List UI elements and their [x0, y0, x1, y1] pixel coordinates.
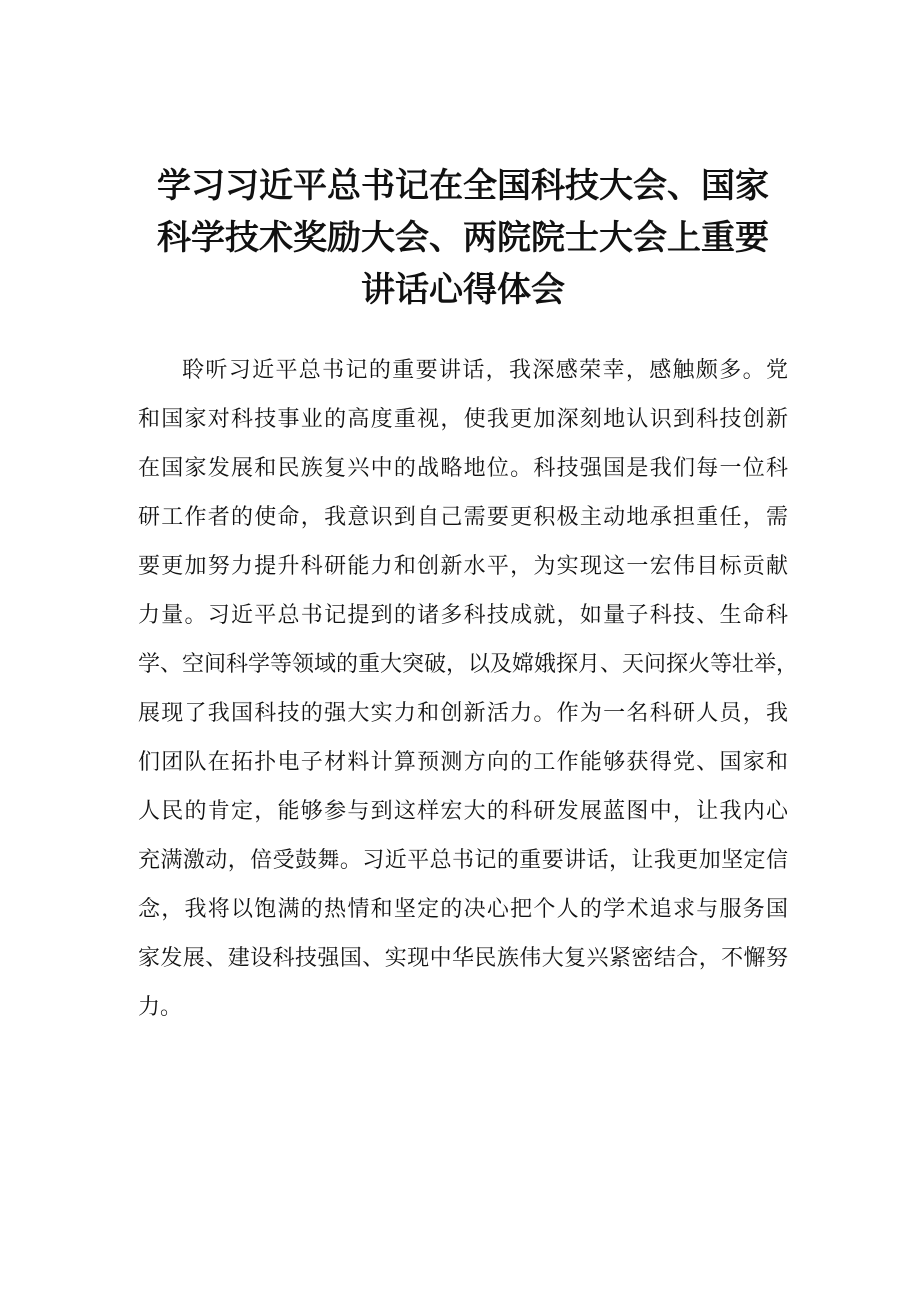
body-line: 要更加努力提升科研能力和创新水平，为实现这一宏伟目标贡献	[138, 554, 788, 579]
title-line: 讲话心得体会	[361, 270, 565, 310]
body-line: 在国家发展和民族复兴中的战略地位。科技强国是我们每一位科	[138, 456, 788, 481]
body-line: 研工作者的使命，我意识到自己需要更积极主动地承担重任，需	[138, 505, 788, 530]
body-line: 人民的肯定，能够参与到这样宏大的科研发展蓝图中，让我内心	[138, 799, 788, 824]
body-line: 聆听习近平总书记的重要讲话，我深感荣幸，感触颇多。党	[182, 358, 788, 383]
body-line: 力量。习近平总书记提到的诸多科技成就，如量子科技、生命科	[138, 603, 788, 628]
title-line: 科学技术奖励大会、两院院士大会上重要	[157, 218, 769, 258]
body-line: 学、空间科学等领域的重大突破，以及嫦娥探月、天问探火等壮举，	[138, 652, 799, 677]
body-line: 和国家对科技事业的高度重视，使我更加深刻地认识到科技创新	[138, 407, 788, 432]
body-line: 展现了我国科技的强大实力和创新活力。作为一名科研人员，我	[138, 701, 788, 726]
body-line: 家发展、建设科技强国、实现中华民族伟大复兴紧密结合，不懈努	[138, 946, 788, 971]
body-line: 们团队在拓扑电子材料计算预测方向的工作能够获得党、国家和	[138, 750, 788, 775]
document-title	[138, 160, 788, 316]
body-line: 充满激动，倍受鼓舞。习近平总书记的重要讲话，让我更加坚定信	[138, 848, 788, 873]
document-body	[138, 346, 799, 1032]
body-line: 念，我将以饱满的热情和坚定的决心把个人的学术追求与服务国	[138, 897, 788, 922]
title-line: 学习习近平总书记在全国科技大会、国家	[157, 166, 769, 206]
body-line: 力。	[138, 995, 183, 1020]
